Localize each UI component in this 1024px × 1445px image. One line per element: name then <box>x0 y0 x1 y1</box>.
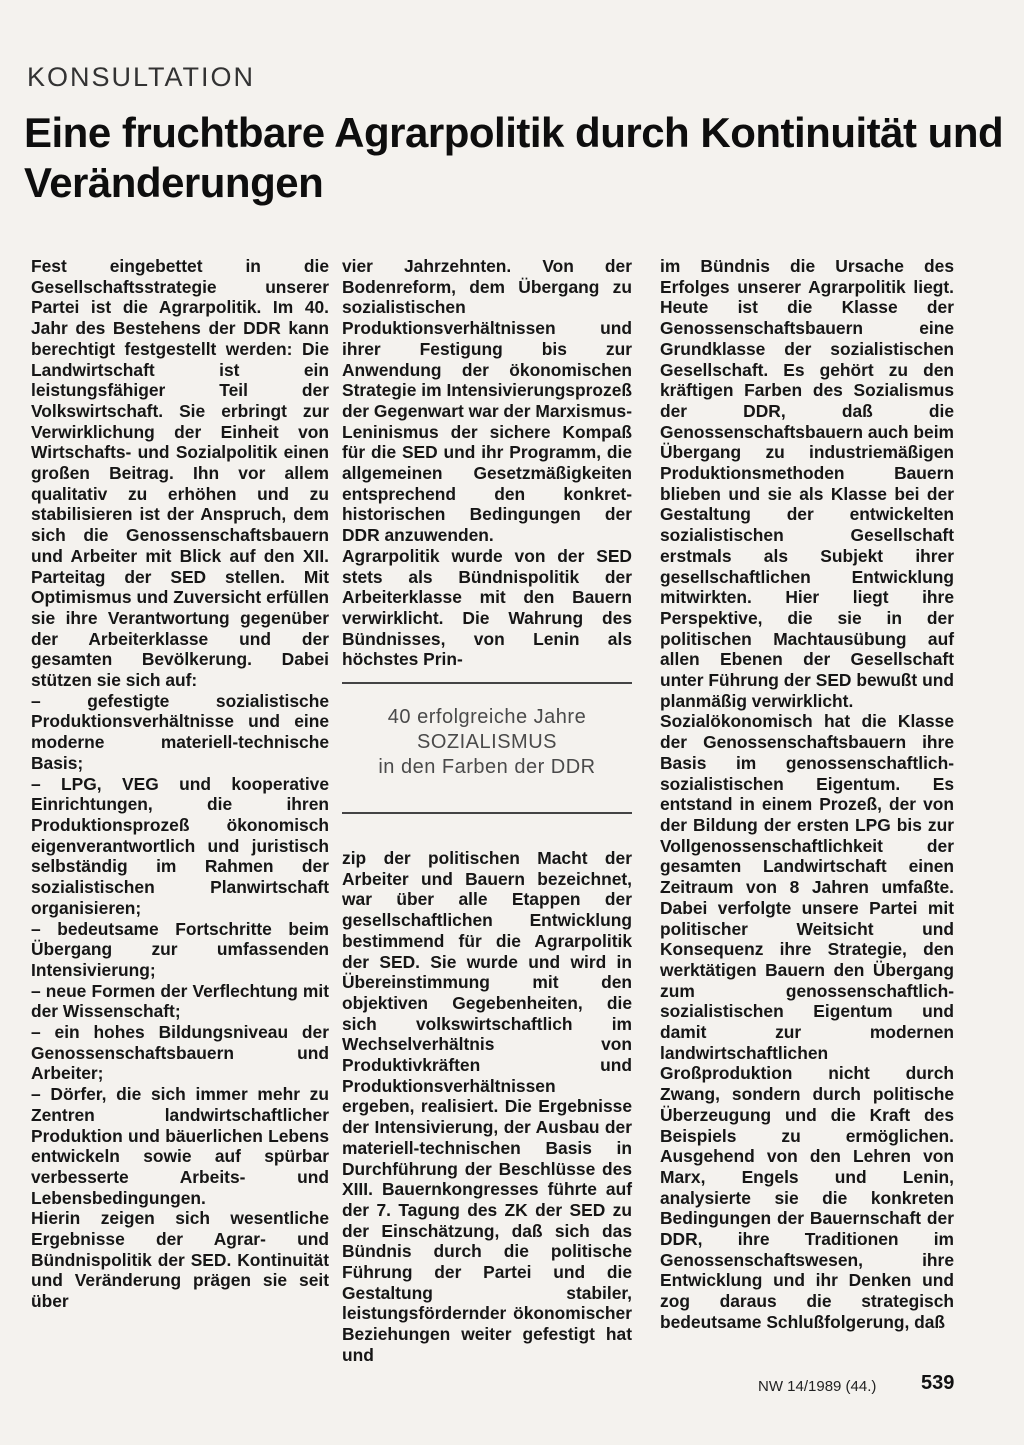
paragraph: im Bündnis die Ursache des Erfolges unserer Agrarpolitik liegt. Heute ist die Klasse der Genossenschaftsbauern eine Grundklasse der sozialistischen Gesellschaft. Es gehört zu den kräftigen Farben des Sozialismus der DDR, daß die Genossenschaftsbauern auch beim Übergang zu industriemäßigen Produktionsmethoden Bauern blieben und sie als Klasse bei der Gestaltung der entwickelten sozialistischen Gesellschaft erstmals als Subjekt ihrer gesellschaftlichen Entwicklung mitwirkten. Hier liegt ihre Perspektive, die sie in der politischen Machtausübung auf allen Ebenen der Gesellschaft unter Führung der SED bewußt und planmäßig verwirklicht. <box>660 256 954 711</box>
list-item: – neue Formen der Verflechtung mit der Wissenschaft; <box>31 980 329 1022</box>
pull-quote-line: 40 erfolgreiche Jahre <box>387 706 587 728</box>
column-1 <box>31 256 329 1312</box>
list-item: – LPG, VEG und kooperative Einrichtungen, die ihren Produktionsprozeß ökonomisch eigenverantwortlich und juristisch selbständig im Rahmen der sozialistischen Planwirtschaft organisieren; <box>31 773 329 918</box>
paragraph: vier Jahrzehnten. Von der Bodenreform, dem Übergang zu sozialistischen Produktionsverhältnissen und ihrer Festigung bis zur Anwendung der ökonomischen Strategie im Intensivierungsprozeß der Gegenwart war der Marxismus-Leninismus der sichere Kompaß für die SED und ihr Programm, die allgemeinen Gesetzmäßigkeiten entsprechend den konkret-historischen Bedingungen der DDR anzuwenden. <box>342 256 632 546</box>
pull-quote-rule-bottom <box>342 812 632 814</box>
paragraph: Fest eingebettet in die Gesellschaftsstrategie unserer Partei ist die Agrarpolitik. Im 40. Jahr des Bestehens der DDR kann berechtigt festgestellt werden: Die Landwirtschaft ist ein leistungsfähiger Teil der Volkswirtschaft. Sie erbringt zur Verwirklichung der Einheit von Wirtschafts- und Sozialpolitik einen großen Beitrag. Ihn vor allem qualitativ zu erhöhen und zu stabilisieren ist der Anspruch, dem sich die Genossenschaftsbauern und Arbeiter mit Blick auf den XII. Parteitag der SED stellen. Mit Optimismus und Zuversicht erfüllen sie ihre Verantwortung gegenüber der Arbeiterklasse und der gesamten Bevölkerung. Dabei stützen sie sich auf: <box>31 256 329 691</box>
paragraph: Agrarpolitik wurde von der SED stets als Bündnispolitik der Arbeiterklasse mit den Bauern verwirklicht. Die Wahrung des Bündnisses, von Lenin als höchstes Prin- <box>342 545 632 670</box>
paragraph: zip der politischen Macht der Arbeiter und Bauern bezeichnet, war über alle Etappen der gesellschaftlichen Entwicklung bestimmend für die Agrarpolitik der SED. Sie wurde und wird in Übereinstimmung mit den objektiven Gegebenheiten, die sich volkswirtschaftlich im Wechselverhältnis von Produktivkräften und Produktionsverhältnissen ergeben, realisiert. Die Ergebnisse der Intensivierung, der Ausbau der materiell-technischen Basis in Durchführung der Beschlüsse des XIII. Bauernkongresses führte auf der 7. Tagung des ZK der SED zu der Einschätzung, daß sich das Bündnis durch die politische Führung der Partei und die Gestaltung stabiler, leistungsfördernder ökonomischer Beziehungen weiter gefestigt hat und <box>342 848 632 1365</box>
pull-quote-line: SOZIALISMUS <box>417 731 557 753</box>
pull-quote <box>342 705 632 780</box>
issue-reference: NW 14/1989 (44.) <box>758 1378 877 1395</box>
section-kicker: KONSULTATION <box>27 62 256 92</box>
list-item: – Dörfer, die sich immer mehr zu Zentren landwirtschaftlicher Produktion und bäuerlichen Lebens entwickeln sowie auf spürbar verbesserte Arbeits- und Lebensbedingungen. <box>31 1084 329 1208</box>
page-number: 539 <box>921 1372 955 1394</box>
column-3 <box>660 256 954 1333</box>
pull-quote-rule-top <box>342 682 632 684</box>
column-2-top <box>342 256 632 670</box>
list-item: – gefestigte sozialistische Produktionsverhältnisse und eine moderne materiell-technische Basis; <box>31 690 329 773</box>
paragraph: Sozialökonomisch hat die Klasse der Genossenschaftsbauern ihre Basis im genossenschaftlich-sozialistischen Eigentum. Es entstand in einem Prozeß, der von der Bildung der ersten LPG bis zur Vollgenossenschaftlichkeit der gesamten Landwirtschaft einen Zeitraum von 8 Jahren umfaßte. Dabei verfolgte unsere Partei mit politischer Weitsicht und Konsequenz ihre Strategie, den werktätigen Bauern den Übergang zum genossenschaftlich-sozialistischen Eigentum und damit zur modernen landwirtschaftlichen Großproduktion nicht durch Zwang, sondern durch politische Überzeugung und die Kraft des Beispiels zu ermöglichen. Ausgehend von den Lehren von Marx, Engels und Lenin, analysierte sie die konkreten Bedingungen der Bauernschaft der DDR, ihre Traditionen im Genossenschaftswesen, ihre Entwicklung und ihr Denken und zog daraus die strategisch bedeutsame Schlußfolgerung, daß <box>660 711 954 1332</box>
paragraph: Hierin zeigen sich wesentliche Ergebnisse der Agrar- und Bündnispolitik der SED. Kontinuität und Veränderung prägen sie seit über <box>31 1208 329 1312</box>
list-item: – bedeutsame Fortschritte beim Übergang zur umfassenden Intensivierung; <box>31 918 329 980</box>
article-headline: Eine fruchtbare Agrarpolitik durch Kontinuität und Veränderungen <box>24 109 1004 206</box>
list-item: – ein hohes Bildungsniveau der Genossenschaftsbauern und Arbeiter; <box>31 1022 329 1084</box>
column-2-bottom <box>342 848 632 1366</box>
pull-quote-line: in den Farben der DDR <box>378 756 596 778</box>
